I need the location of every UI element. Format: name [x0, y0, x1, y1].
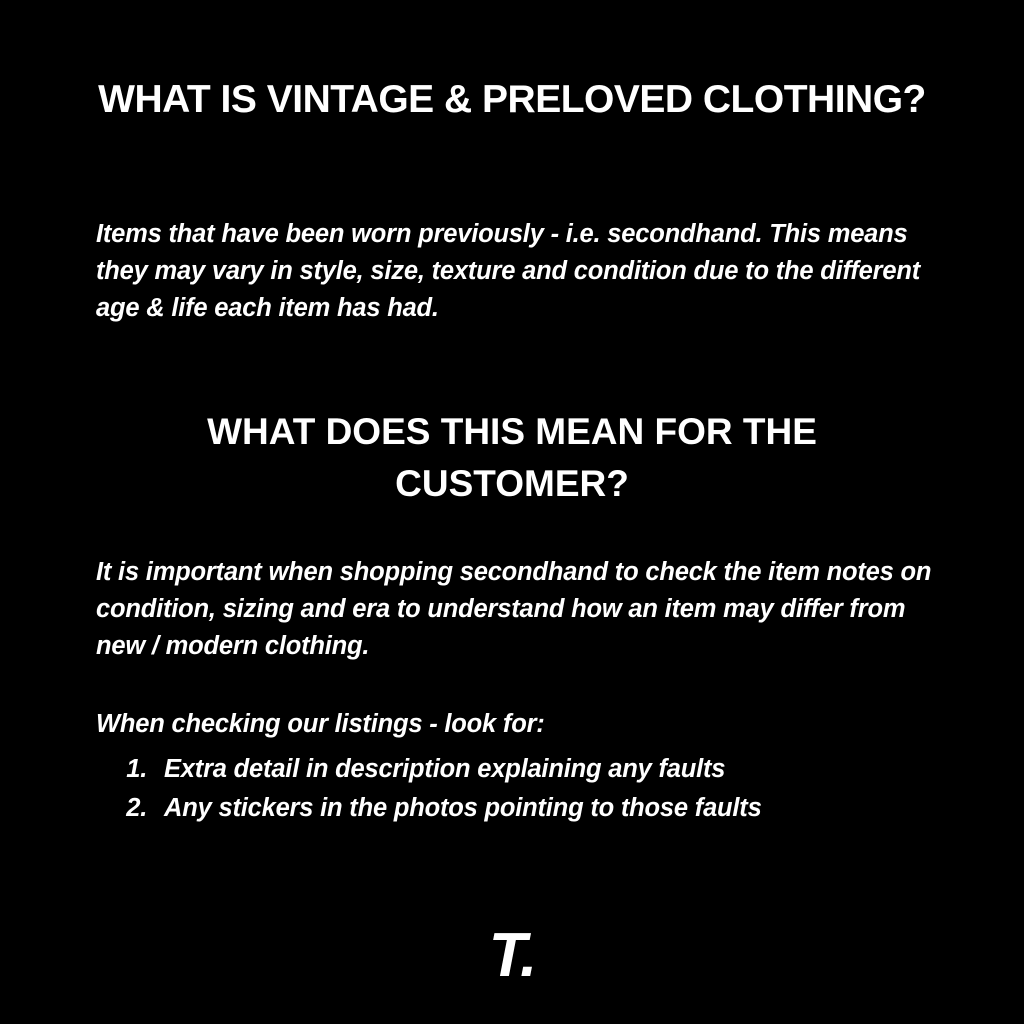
- customer-note-paragraph: It is important when shopping secondhand to check the item notes on condition, sizing and era to understand how an item may differ from new / modern clothing.: [96, 557, 932, 660]
- list-item: 1. Extra detail in description explaining any faults: [154, 750, 934, 789]
- faults-list-container: [96, 750, 934, 828]
- faults-list: [96, 750, 934, 828]
- listings-lead-text: When checking our listings - look for:: [96, 709, 545, 738]
- definition-paragraph: Items that have been worn previously - i.e. secondhand. This means they may vary in style, size, texture and condition due to the different age & life each item has had.: [96, 219, 920, 322]
- section-title: WHAT DOES THIS MEAN FOR THE CUSTOMER?: [207, 410, 817, 504]
- page-title: WHAT IS VINTAGE & PRELOVED CLOTHING?: [98, 78, 926, 121]
- brand-logo: T.: [488, 921, 536, 990]
- list-item: 2. Any stickers in the photos pointing to those faults: [154, 789, 934, 828]
